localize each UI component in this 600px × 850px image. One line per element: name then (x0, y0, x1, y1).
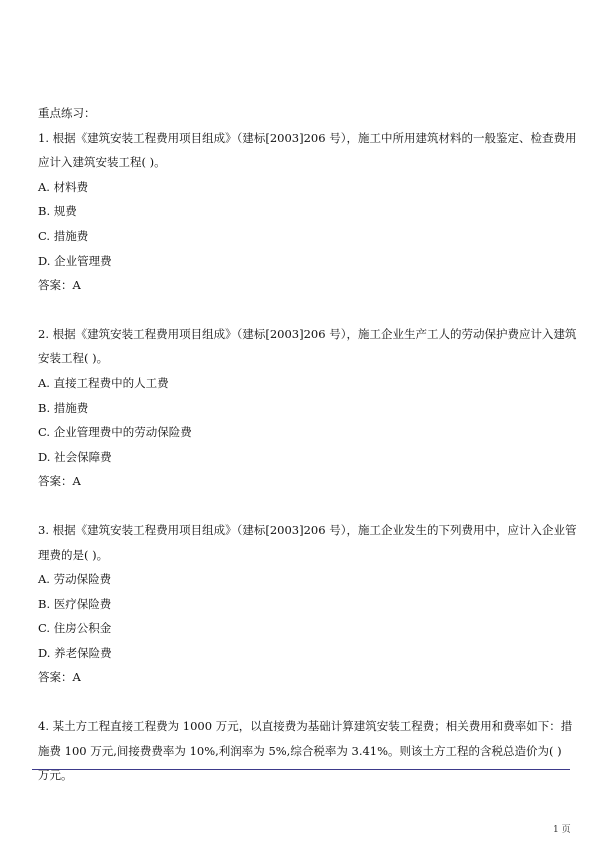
question-stem-line: 万元。 (38, 768, 73, 783)
section-heading: 重点练习： (38, 106, 96, 120)
option-b: B. 医疗保险费 (38, 596, 112, 611)
spacer (38, 494, 563, 518)
option-c: C. 住房公积金 (38, 621, 112, 636)
option-a: A. 劳动保险费 (38, 572, 112, 587)
answer-text: 答案：A (38, 474, 81, 489)
document-content (38, 101, 577, 788)
question-stem-line: 安装工程( )。 (38, 351, 109, 366)
answer-text: 答案：A (38, 278, 81, 293)
option-d: D. 养老保险费 (38, 645, 112, 660)
option-a: A. 直接工程费中的人工费 (38, 375, 169, 390)
question-stem-line: 3. 根据《建筑安装工程费用项目组成》（建标[2003]206 号），施工企业发生的下列费用中，应计入企业管 (38, 522, 577, 537)
option-c: C. 企业管理费中的劳动保险费 (38, 425, 192, 440)
option-d: D. 社会保障费 (38, 449, 112, 464)
question-stem-line: 2. 根据《建筑安装工程费用项目组成》（建标[2003]206 号），施工企业生产工人的劳动保护费应计入建筑 (38, 326, 577, 341)
answer-text: 答案：A (38, 670, 81, 685)
question-3 (38, 518, 577, 690)
question-stem-line: 施费 100 万元,间接费费率为 10%,利润率为 5%,综合税率为 3.41%。则该土方工程的含税总造价为( ) (38, 743, 562, 758)
footer-divider (32, 769, 570, 770)
question-stem-line: 应计入建筑安装工程( )。 (38, 155, 166, 170)
option-b: B. 规费 (38, 204, 77, 219)
option-b: B. 措施费 (38, 400, 89, 415)
option-d: D. 企业管理费 (38, 253, 112, 268)
question-1 (38, 126, 577, 298)
option-c: C. 措施费 (38, 228, 89, 243)
option-a: A. 材料费 (38, 179, 89, 194)
page-number: 1 页 (553, 825, 571, 835)
question-stem-line: 理费的是( )。 (38, 547, 109, 562)
question-2 (38, 322, 577, 494)
spacer (38, 690, 563, 714)
question-stem-line: 4. 某土方工程直接工程费为 1000 万元，以直接费为基础计算建筑安装工程费；相关费用和费率如下：措 (38, 719, 573, 734)
question-4 (38, 714, 573, 788)
question-stem-line: 1. 根据《建筑安装工程费用项目组成》（建标[2003]206 号），施工中所用建筑材料的一般鉴定、检查费用 (38, 130, 577, 145)
spacer (38, 298, 563, 322)
